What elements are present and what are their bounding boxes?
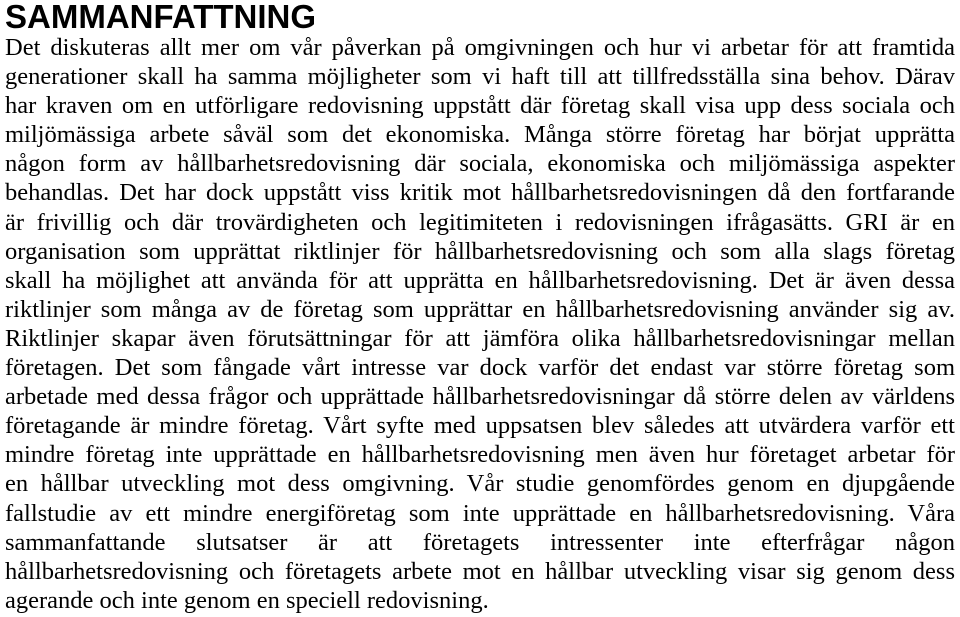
paragraph-line: mindre företag inte upprättade en hållbarhetsredovisning men även hur företaget arbetar för xyxy=(5,441,955,469)
paragraph-line: riktlinjer som många av de företag som upprättar en hållbarhetsredovisning använder sig av. xyxy=(5,295,955,323)
paragraph-line-last: agerande och inte genom en speciell redovisning. xyxy=(5,586,489,614)
paragraph-line: fallstudie av ett mindre energiföretag som inte upprättade en hållbarhetsredovisning. Våra xyxy=(5,499,955,527)
paragraph-line: företagen. Det som fångade vårt intresse var dock varför det endast var större företag som xyxy=(5,354,955,382)
paragraph-line: generationer skall ha samma möjligheter som vi haft till att tillfredsställa sina behov. Därav xyxy=(5,63,955,91)
paragraph-line: Det diskuteras allt mer om vår påverkan på omgivningen och hur vi arbetar för att framtida xyxy=(5,34,955,61)
paragraph-line: är frivillig och där trovärdigheten och legitimiteten i redovisningen ifrågasätts. GRI är en xyxy=(5,208,955,236)
summary-paragraph xyxy=(5,33,955,615)
paragraph-line: arbetade med dessa frågor och upprättade hållbarhetsredovisningar då större delen av världens xyxy=(5,383,955,411)
paragraph-line: hållbarhetsredovisning och företagets arbete mot en hållbar utveckling visar sig genom dess xyxy=(5,557,955,585)
paragraph-line: miljömässiga arbete såväl som det ekonomiska. Många större företag har börjat upprätta xyxy=(5,121,955,149)
paragraph-line: skall ha möjlighet att använda för att upprätta en hållbarhetsredovisning. Det är även dessa xyxy=(5,266,955,294)
paragraph-line: någon form av hållbarhetsredovisning där sociala, ekonomiska och miljömässiga aspekter xyxy=(5,150,955,178)
paragraph-line: behandlas. Det har dock uppstått viss kritik mot hållbarhetsredovisningen då den fortfarande xyxy=(5,179,955,207)
paragraph-line: Riktlinjer skapar även förutsättningar för att jämföra olika hållbarhetsredovisningar mellan xyxy=(5,324,955,352)
summary-heading: SAMMANFATTNING xyxy=(5,0,317,35)
paragraph-line: företagande är mindre företag. Vårt syfte med uppsatsen blev således att utvärdera varför ett xyxy=(5,412,955,440)
document-page xyxy=(5,0,955,615)
paragraph-line: organisation som upprättat riktlinjer för hållbarhetsredovisning och som alla slags företag xyxy=(5,237,955,265)
paragraph-line: har kraven om en utförligare redovisning uppstått där företag skall visa upp dess sociala och xyxy=(5,92,955,120)
paragraph-line: sammanfattande slutsatser är att företagets intressenter inte efterfrågar någon xyxy=(5,528,955,556)
paragraph-line: en hållbar utveckling mot dess omgivning. Vår studie genomfördes genom en djupgående xyxy=(5,470,955,498)
